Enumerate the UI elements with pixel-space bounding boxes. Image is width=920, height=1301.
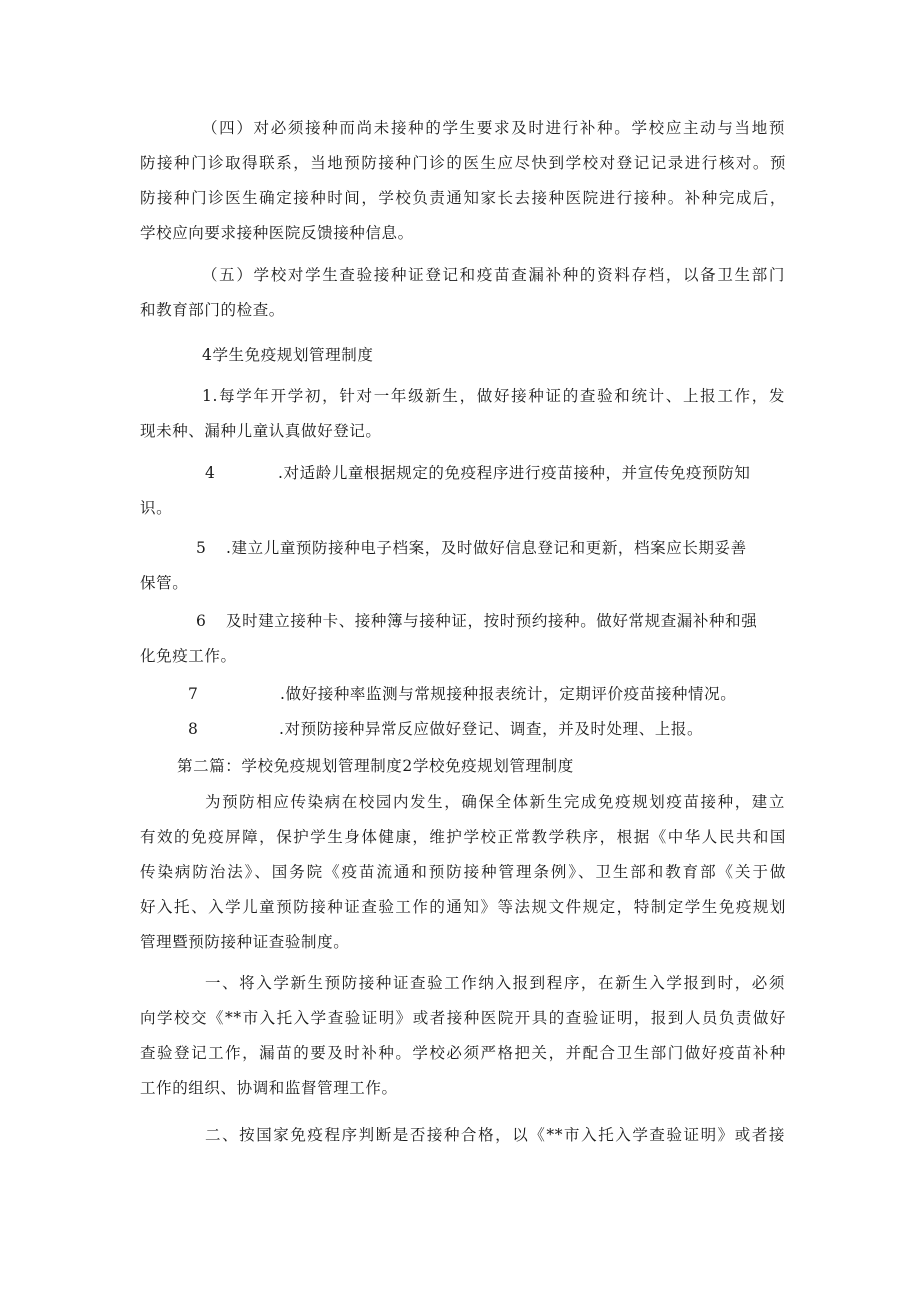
item-6-line-2: 化免疫工作。 (140, 647, 237, 665)
item-5-number: 5 (196, 539, 206, 557)
item-5-text: .建立儿童预防接种电子档案，及时做好信息登记和更新，档案应长期妥善 (226, 539, 747, 557)
clause-2-line-1: 二、按国家免疫程序判断是否接种合格，以《**市入托入学查验证明》或者接 (205, 1126, 785, 1144)
clause-1-line-4: 工作的组织、协调和监督管理工作。 (140, 1079, 398, 1097)
item-7-text: .做好接种率监测与常规接种报表统计，定期评价疫苗接种情况。 (280, 685, 737, 703)
item-8-number: 8 (188, 720, 198, 738)
paragraph-4-line-2: 防接种门诊取得联系，当地预防接种门诊的医生应尽快到学校对登记记录进行核对。预 (140, 154, 786, 172)
item-6-number: 6 (196, 612, 206, 630)
intro-line-5: 管理暨预防接种证查验制度。 (140, 933, 350, 951)
item-8-text: .对预防接种异常反应做好登记、调查，并及时处理、上报。 (279, 720, 704, 738)
item-1-line-2: 现未种、漏种儿童认真做好登记。 (140, 422, 382, 440)
item-4-text: .对适龄儿童根据规定的免疫程序进行疫苗接种，并宣传免疫预防知 (278, 464, 751, 482)
section-title: 4学生免疫规划管理制度 (202, 346, 374, 364)
clause-1-line-1: 一、将入学新生预防接种证查验工作纳入报到程序，在新生入学报到时，必须 (205, 974, 785, 992)
paragraph-4-line-4: 学校应向要求接种医院反馈接种信息。 (140, 224, 414, 242)
intro-line-3: 传染病防治法》、国务院《疫苗流通和预防接种管理条例》、卫生部和教育部《关于做 (140, 863, 786, 881)
item-4-line-2: 识。 (140, 499, 173, 517)
item-7-number: 7 (188, 685, 198, 703)
clause-1-line-3: 查验登记工作，漏苗的要及时补种。学校必须严格把关，并配合卫生部门做好疫苗补种 (140, 1044, 786, 1062)
clause-1-line-2: 向学校交《**市入托入学查验证明》或者接种医院开具的查验证明，报到人员负责做好 (140, 1009, 786, 1027)
paragraph-4-line-1: （四）对必须接种而尚未接种的学生要求及时进行补种。学校应主动与当地预 (202, 119, 785, 137)
item-6-text: 及时建立接种卡、接种簿与接种证，按时预约接种。做好常规查漏补种和强 (226, 612, 758, 630)
paragraph-5-line-1: （五）学校对学生查验接种证登记和疫苗查漏补种的资料存档，以备卫生部门 (202, 266, 785, 284)
intro-line-2: 有效的免疫屏障，保护学生身体健康，维护学校正常教学秩序，根据《中华人民共和国 (140, 828, 786, 846)
intro-line-1: 为预防相应传染病在校园内发生，确保全体新生完成免疫规划疫苗接种，建立 (205, 793, 785, 811)
paragraph-4-line-3: 防接种门诊医生确定接种时间，学校负责通知家长去接种医院进行接种。补种完成后， (140, 189, 786, 207)
item-1-line-1: 1.每学年开学初，针对一年级新生，做好接种证的查验和统计、上报工作，发 (202, 387, 785, 405)
item-5-line-2: 保管。 (140, 574, 189, 592)
item-4-number: 4 (205, 464, 215, 482)
intro-line-4: 好入托、入学儿童预防接种证查验工作的通知》等法规文件规定，特制定学生免疫规划 (140, 898, 786, 916)
part-two-title: 第二篇：学校免疫规划管理制度2学校免疫规划管理制度 (177, 757, 574, 775)
paragraph-5-line-2: 和教育部门的检查。 (140, 301, 285, 319)
